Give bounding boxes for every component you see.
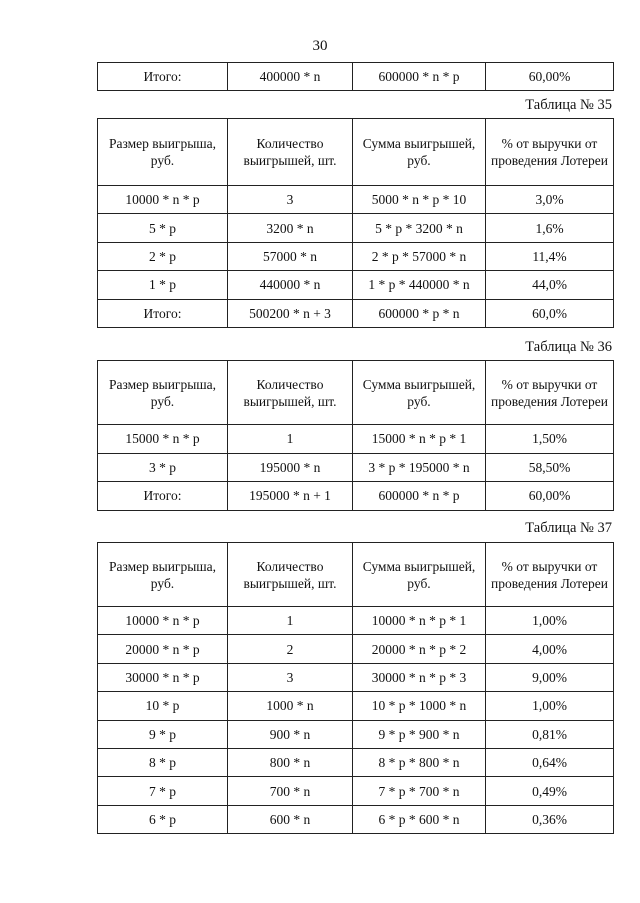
table-cell: 0,36%	[486, 805, 614, 833]
table-cell: 1 * p * 440000 * n	[353, 271, 486, 299]
header-prize-sum: Сумма выигрышей, руб.	[353, 119, 486, 186]
table-cell: 3	[228, 186, 353, 214]
header-prize-sum: Сумма выигрышей, руб.	[353, 361, 486, 425]
table-cell: 10 * p * 1000 * n	[353, 692, 486, 720]
table-cell: 60,0%	[486, 299, 614, 327]
table-cell: 195000 * n	[228, 453, 353, 482]
table-37-caption: Таблица № 37	[525, 520, 612, 536]
table-35-caption: Таблица № 35	[525, 97, 612, 113]
table-row	[98, 63, 614, 91]
table-cell: 1,50%	[486, 425, 614, 454]
table-cell: 0,81%	[486, 720, 614, 748]
table-cell: 700 * n	[228, 777, 353, 805]
table-cell: 6 * p	[98, 805, 228, 833]
table-row	[98, 720, 614, 748]
table-header-row	[98, 543, 614, 607]
header-prize-count: Количество выигрышей, шт.	[228, 361, 353, 425]
table-cell: 30000 * n * p	[98, 663, 228, 691]
table-row	[98, 186, 614, 214]
table-cell: 440000 * n	[228, 271, 353, 299]
table-cell: 600000 * n * p	[353, 482, 486, 511]
table-cell: 20000 * n * p * 2	[353, 635, 486, 663]
table-row	[98, 242, 614, 270]
header-revenue-percent: % от выручки от проведения Лотереи	[486, 361, 614, 425]
table-cell: 10 * p	[98, 692, 228, 720]
table-cell: 2 * p	[98, 242, 228, 270]
table-cell: 800 * n	[228, 748, 353, 776]
table-cell: 30000 * n * p * 3	[353, 663, 486, 691]
table-row	[98, 777, 614, 805]
table-row	[98, 635, 614, 663]
table-cell: 10000 * n * p	[98, 607, 228, 635]
table-cell: 400000 * n	[228, 63, 353, 91]
header-revenue-percent: % от выручки от проведения Лотереи	[486, 543, 614, 607]
header-prize-size: Размер выигрыша, руб.	[98, 361, 228, 425]
table-37	[97, 542, 614, 834]
table-row	[98, 805, 614, 833]
table-cell: 9,00%	[486, 663, 614, 691]
table-row	[98, 692, 614, 720]
table-cell: 1,00%	[486, 607, 614, 635]
table-row	[98, 663, 614, 691]
table-cell: 9 * p * 900 * n	[353, 720, 486, 748]
table-row	[98, 748, 614, 776]
table-total-row	[98, 299, 614, 327]
table-cell: 1,00%	[486, 692, 614, 720]
header-prize-size: Размер выигрыша, руб.	[98, 543, 228, 607]
table-cell: 900 * n	[228, 720, 353, 748]
table-cell: 600000 * p * n	[353, 299, 486, 327]
table-cell: 3 * p	[98, 453, 228, 482]
table-cell: 3 * p * 195000 * n	[353, 453, 486, 482]
table-cell: 7 * p * 700 * n	[353, 777, 486, 805]
table-cell: 1 * p	[98, 271, 228, 299]
table-cell: 600 * n	[228, 805, 353, 833]
table-cell: 57000 * n	[228, 242, 353, 270]
table-35	[97, 118, 614, 328]
table-row	[98, 453, 614, 482]
table-36	[97, 360, 614, 511]
table-cell: 60,00%	[486, 482, 614, 511]
header-revenue-percent: % от выручки от проведения Лотереи	[486, 119, 614, 186]
table-cell: 15000 * n * p	[98, 425, 228, 454]
table-cell: 3,0%	[486, 186, 614, 214]
table-cell: Итого:	[98, 482, 228, 511]
continuation-table	[97, 62, 614, 91]
header-prize-count: Количество выигрышей, шт.	[228, 119, 353, 186]
table-cell: 58,50%	[486, 453, 614, 482]
table-cell: Итого:	[98, 299, 228, 327]
table-cell: 3	[228, 663, 353, 691]
table-cell: 600000 * n * p	[353, 63, 486, 91]
table-cell: 20000 * n * p	[98, 635, 228, 663]
table-header-row	[98, 361, 614, 425]
table-cell: 195000 * n + 1	[228, 482, 353, 511]
table-total-row	[98, 482, 614, 511]
table-cell: 15000 * n * p * 1	[353, 425, 486, 454]
table-cell: 1	[228, 425, 353, 454]
table-cell: 500200 * n + 3	[228, 299, 353, 327]
table-row	[98, 271, 614, 299]
table-cell: 60,00%	[486, 63, 614, 91]
table-header-row	[98, 119, 614, 186]
header-prize-size: Размер выигрыша, руб.	[98, 119, 228, 186]
table-cell: 5 * p * 3200 * n	[353, 214, 486, 242]
table-cell: 8 * p * 800 * n	[353, 748, 486, 776]
header-prize-sum: Сумма выигрышей, руб.	[353, 543, 486, 607]
table-cell: 0,49%	[486, 777, 614, 805]
table-cell: 10000 * n * p * 1	[353, 607, 486, 635]
header-prize-count: Количество выигрышей, шт.	[228, 543, 353, 607]
table-cell: 2 * p * 57000 * n	[353, 242, 486, 270]
table-cell: 1000 * n	[228, 692, 353, 720]
table-cell: 9 * p	[98, 720, 228, 748]
table-cell: 5 * p	[98, 214, 228, 242]
table-cell: 3200 * n	[228, 214, 353, 242]
table-cell: 4,00%	[486, 635, 614, 663]
table-cell: 11,4%	[486, 242, 614, 270]
table-cell: 2	[228, 635, 353, 663]
table-36-caption: Таблица № 36	[525, 339, 612, 355]
table-cell: 5000 * n * p * 10	[353, 186, 486, 214]
table-cell: Итого:	[98, 63, 228, 91]
table-cell: 10000 * n * p	[98, 186, 228, 214]
table-cell: 8 * p	[98, 748, 228, 776]
page-number: 30	[312, 38, 328, 54]
table-row	[98, 607, 614, 635]
table-cell: 0,64%	[486, 748, 614, 776]
table-row	[98, 214, 614, 242]
table-cell: 44,0%	[486, 271, 614, 299]
table-cell: 6 * p * 600 * n	[353, 805, 486, 833]
table-cell: 1,6%	[486, 214, 614, 242]
table-row	[98, 425, 614, 454]
table-cell: 7 * p	[98, 777, 228, 805]
table-cell: 1	[228, 607, 353, 635]
